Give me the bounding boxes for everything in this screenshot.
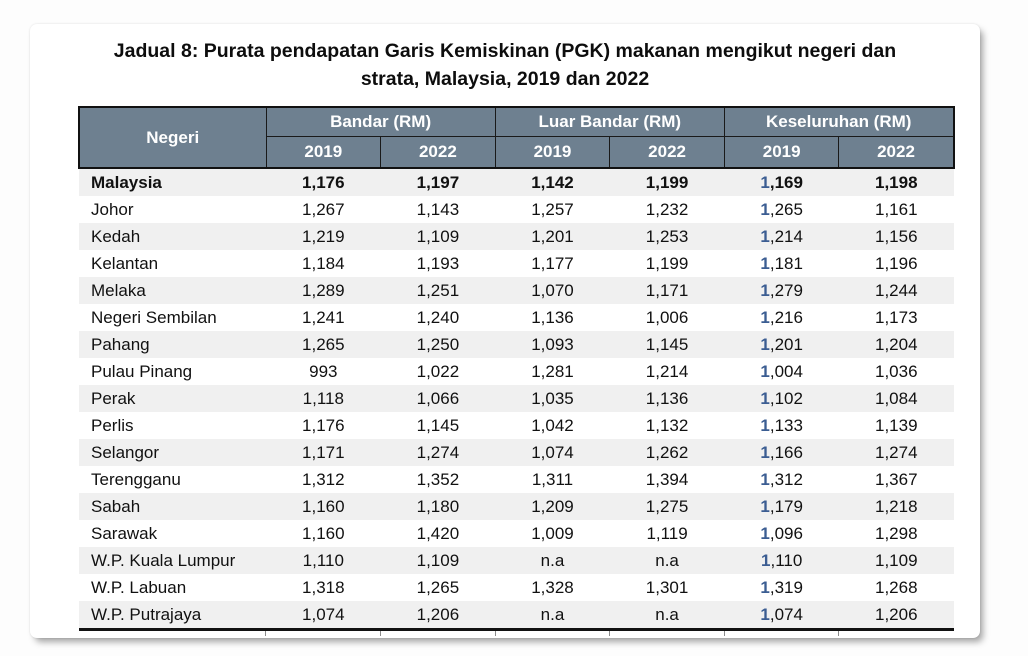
table-row bbox=[79, 304, 954, 331]
value-cell: 1,257 bbox=[531, 199, 574, 219]
value-cell: 1,109 bbox=[381, 223, 496, 250]
table-row bbox=[79, 601, 954, 630]
value-cell: 1,042 bbox=[531, 415, 574, 435]
table-row bbox=[79, 223, 954, 250]
table-row bbox=[79, 547, 954, 574]
pgk-table bbox=[78, 106, 955, 631]
row-header-negeri: Pahang bbox=[79, 331, 266, 358]
value-cell: 1,319 bbox=[760, 577, 803, 597]
value-cell: 1,160 bbox=[266, 493, 381, 520]
value-cell: 1,119 bbox=[646, 523, 688, 543]
row-header-negeri: Terengganu bbox=[91, 469, 181, 489]
value-cell: 1,274 bbox=[839, 439, 954, 466]
value-cell: 1,156 bbox=[839, 223, 954, 250]
tick-mark bbox=[609, 631, 610, 636]
value-cell: 1,214 bbox=[645, 361, 689, 381]
value-cell: 1,118 bbox=[266, 385, 381, 412]
value-cell: 1,301 bbox=[645, 577, 689, 597]
value-cell: 1,179 bbox=[724, 493, 839, 520]
row-header-negeri: Negeri Sembilan bbox=[91, 307, 217, 327]
value-cell: 1,244 bbox=[839, 277, 954, 304]
value-cell: 1,312 bbox=[760, 469, 803, 489]
value-cell: 1,136 bbox=[610, 385, 725, 412]
value-cell: 1,109 bbox=[839, 547, 954, 574]
value-cell: 1,142 bbox=[495, 168, 610, 196]
value-cell: 1,199 bbox=[610, 168, 725, 196]
value-cell: 1,199 bbox=[645, 253, 689, 273]
group-header-luar-bandar: Luar Bandar (RM) bbox=[495, 107, 724, 137]
value-cell: 1,250 bbox=[381, 331, 496, 358]
value-cell: 1,145 bbox=[610, 331, 725, 358]
value-cell: 1,218 bbox=[839, 493, 954, 520]
value-cell: 1,166 bbox=[724, 439, 839, 466]
value-cell: 1,022 bbox=[416, 361, 460, 381]
value-cell: 1,102 bbox=[724, 385, 839, 412]
year-header-luar-bandar-2019: 2019 bbox=[495, 137, 610, 169]
value-cell: 1,219 bbox=[266, 223, 381, 250]
table-title-line2: strata, Malaysia, 2019 dan 2022 bbox=[360, 68, 650, 90]
table-title bbox=[30, 24, 980, 93]
value-cell: 1,193 bbox=[416, 253, 460, 273]
value-cell: 1,074 bbox=[495, 439, 610, 466]
table-row bbox=[79, 358, 954, 385]
table-body bbox=[79, 168, 954, 630]
value-cell: 1,268 bbox=[874, 577, 918, 597]
year-header-luar-bandar-2022: 2022 bbox=[610, 137, 725, 169]
value-cell: 1,318 bbox=[302, 577, 345, 597]
value-cell: 1,035 bbox=[495, 385, 610, 412]
row-header-negeri: W.P. Kuala Lumpur bbox=[79, 547, 266, 574]
value-cell: 1,084 bbox=[839, 385, 954, 412]
row-header-negeri: Johor bbox=[91, 199, 134, 219]
value-cell: 1,181 bbox=[760, 253, 803, 273]
row-header-negeri: Pulau Pinang bbox=[91, 361, 193, 381]
tick-mark bbox=[838, 631, 839, 636]
value-cell: 1,004 bbox=[760, 361, 803, 381]
value-cell: 1,171 bbox=[610, 277, 725, 304]
table-row bbox=[79, 168, 954, 196]
table-row bbox=[79, 439, 954, 466]
row-header-negeri: Perlis bbox=[91, 415, 134, 435]
value-cell: 1,209 bbox=[495, 493, 610, 520]
column-header-negeri: Negeri bbox=[79, 107, 266, 168]
tick-mark bbox=[724, 631, 725, 636]
value-cell: 1,145 bbox=[416, 415, 460, 435]
value-cell: 1,241 bbox=[302, 307, 345, 327]
value-cell: 1,173 bbox=[874, 307, 918, 327]
value-cell: 1,074 bbox=[724, 601, 839, 630]
value-cell: 1,177 bbox=[531, 253, 574, 273]
value-cell: 1,206 bbox=[381, 601, 496, 630]
table-row bbox=[79, 574, 954, 601]
value-cell: 1,176 bbox=[302, 415, 345, 435]
row-header-negeri: Sarawak bbox=[91, 523, 158, 543]
value-cell: 1,289 bbox=[266, 277, 381, 304]
value-cell: 1,171 bbox=[266, 439, 381, 466]
row-header-negeri: Sabah bbox=[79, 493, 266, 520]
table-row bbox=[79, 412, 954, 439]
value-cell: 1,274 bbox=[381, 439, 496, 466]
value-cell: 1,275 bbox=[610, 493, 725, 520]
value-cell: 1,161 bbox=[874, 199, 918, 219]
value-cell: 1,367 bbox=[874, 469, 918, 489]
value-cell: 1,298 bbox=[874, 523, 918, 543]
table-header bbox=[79, 107, 954, 168]
value-cell: 1,267 bbox=[302, 199, 345, 219]
group-header-bandar: Bandar (RM) bbox=[266, 107, 495, 137]
table-row bbox=[79, 493, 954, 520]
value-cell: 1,253 bbox=[610, 223, 725, 250]
value-cell: n.a bbox=[610, 547, 725, 574]
value-cell: n.a bbox=[495, 547, 610, 574]
tick-mark bbox=[495, 631, 496, 636]
value-cell: 1,312 bbox=[302, 469, 345, 489]
value-cell: 1,132 bbox=[645, 415, 689, 435]
value-cell: 1,201 bbox=[724, 331, 839, 358]
document-card bbox=[30, 24, 980, 638]
value-cell: 1,196 bbox=[874, 253, 918, 273]
row-header-negeri: Melaka bbox=[79, 277, 266, 304]
value-cell: 1,066 bbox=[381, 385, 496, 412]
value-cell: 1,096 bbox=[760, 523, 803, 543]
value-cell: 1,133 bbox=[760, 415, 803, 435]
value-cell: 1,160 bbox=[302, 523, 345, 543]
value-cell: 1,139 bbox=[874, 415, 918, 435]
year-header-keseluruhan-2019: 2019 bbox=[724, 137, 839, 169]
group-header-keseluruhan: Keseluruhan (RM) bbox=[724, 107, 953, 137]
value-cell: 1,240 bbox=[416, 307, 460, 327]
value-cell: 1,204 bbox=[839, 331, 954, 358]
tick-mark bbox=[380, 631, 381, 636]
table-row bbox=[79, 250, 954, 277]
year-header-bandar-2022: 2022 bbox=[381, 137, 496, 169]
table-title-line1: Jadual 8: Purata pendapatan Garis Kemiskinan (PGK) makanan mengikut negeri dan bbox=[113, 40, 897, 62]
value-cell: 1,180 bbox=[381, 493, 496, 520]
table-row bbox=[79, 385, 954, 412]
row-header-negeri: Kedah bbox=[79, 223, 266, 250]
value-cell: 1,328 bbox=[531, 577, 574, 597]
value-cell: 1,198 bbox=[839, 168, 954, 196]
table-row bbox=[79, 277, 954, 304]
value-cell: 1,394 bbox=[645, 469, 689, 489]
value-cell: n.a bbox=[610, 601, 725, 630]
value-cell: 1,201 bbox=[495, 223, 610, 250]
value-cell: 1,074 bbox=[266, 601, 381, 630]
row-header-negeri: Malaysia bbox=[79, 168, 266, 196]
value-cell: 1,420 bbox=[416, 523, 460, 543]
value-cell: 1,036 bbox=[874, 361, 918, 381]
value-cell: 1,206 bbox=[839, 601, 954, 630]
value-cell: 1,006 bbox=[645, 307, 689, 327]
year-header-keseluruhan-2022: 2022 bbox=[839, 137, 954, 169]
year-header-bandar-2019: 2019 bbox=[266, 137, 381, 169]
value-cell: 1,262 bbox=[610, 439, 725, 466]
value-cell: 1,110 bbox=[266, 547, 381, 574]
value-cell: 1,279 bbox=[724, 277, 839, 304]
value-cell: 1,232 bbox=[645, 199, 689, 219]
value-cell: 1,265 bbox=[760, 199, 803, 219]
table-row bbox=[79, 466, 954, 493]
value-cell: 1,311 bbox=[531, 469, 574, 489]
value-cell: 1,251 bbox=[381, 277, 496, 304]
value-cell: 1,216 bbox=[760, 307, 803, 327]
column-tick-marks bbox=[78, 631, 953, 638]
value-cell: 1,070 bbox=[495, 277, 610, 304]
value-cell: 1,214 bbox=[724, 223, 839, 250]
value-cell: 1,281 bbox=[531, 361, 574, 381]
value-cell: 1,176 bbox=[266, 168, 381, 196]
value-cell: 1,352 bbox=[416, 469, 460, 489]
value-cell: 1,265 bbox=[266, 331, 381, 358]
table-row bbox=[79, 331, 954, 358]
value-cell: 993 bbox=[309, 361, 338, 381]
value-cell: 1,197 bbox=[381, 168, 496, 196]
value-cell: 1,169 bbox=[724, 168, 839, 196]
value-cell: 1,109 bbox=[381, 547, 496, 574]
value-cell: 1,184 bbox=[302, 253, 345, 273]
row-header-negeri: Selangor bbox=[79, 439, 266, 466]
row-header-negeri: Perak bbox=[79, 385, 266, 412]
row-header-negeri: Kelantan bbox=[91, 253, 159, 273]
value-cell: 1,136 bbox=[531, 307, 574, 327]
value-cell: 1,265 bbox=[416, 577, 460, 597]
table-row bbox=[79, 196, 954, 223]
value-cell: n.a bbox=[495, 601, 610, 630]
value-cell: 1,110 bbox=[724, 547, 839, 574]
row-header-negeri: W.P. Putrajaya bbox=[79, 601, 266, 630]
row-header-negeri: W.P. Labuan bbox=[91, 577, 187, 597]
value-cell: 1,093 bbox=[495, 331, 610, 358]
value-cell: 1,009 bbox=[531, 523, 574, 543]
table-row bbox=[79, 520, 954, 547]
tick-mark bbox=[265, 631, 266, 636]
value-cell: 1,143 bbox=[416, 199, 460, 219]
